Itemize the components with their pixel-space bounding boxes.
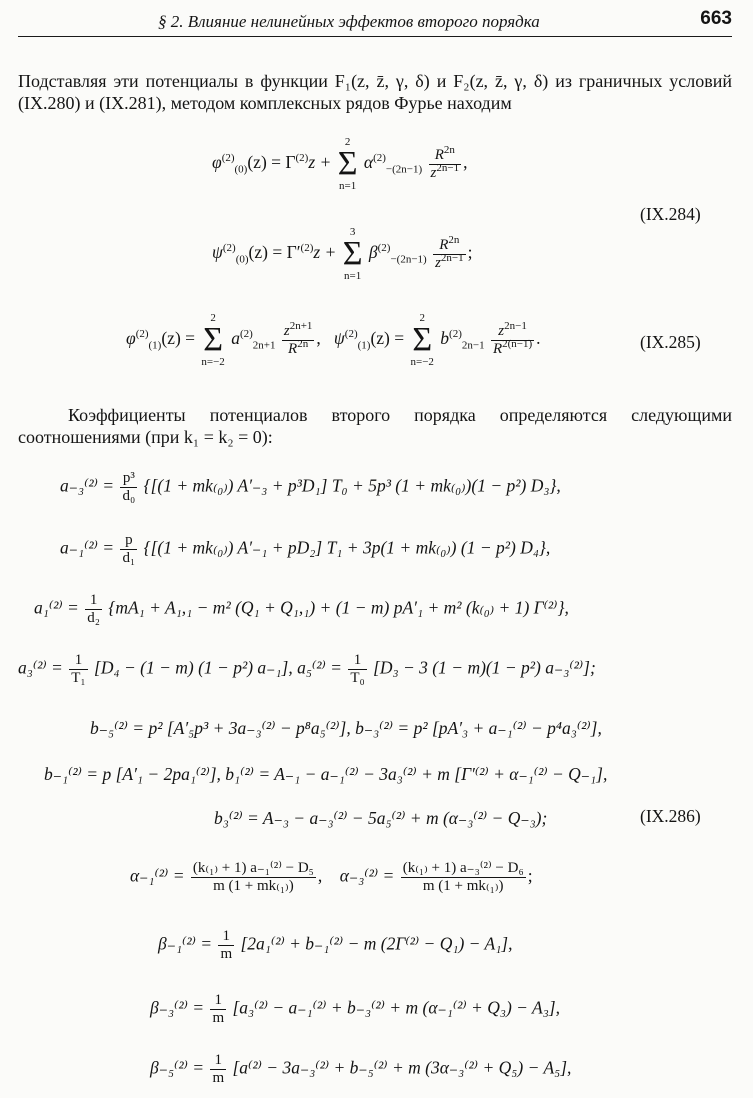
summation-sign: 2 Σ n=−2 (410, 312, 434, 368)
fraction: $\frac{1}{m}$ (212, 1052, 225, 1086)
fraction: $\frac{\text{(k₍₁₎ + 1) a₋₁⁽²⁾ − D₅}}{\text{m (1 + mk₍₁₎)}}$ (192, 860, 314, 894)
fraction: $\frac{\text{p³}}{\text{d₀}}$ (122, 470, 136, 504)
equation-beta-minus5: β₋₅⁽²⁾ = $\frac{1}{m}$ [a⁽²⁾ − 3a₋₃⁽²⁾ + b₋₅⁽²⁾ + m (3α₋₃⁽²⁾ + Q₅) − A₅], (150, 1052, 572, 1086)
equation-alpha: α₋₁⁽²⁾ = $\frac{\text{(k₍₁₎ + 1) a₋₁⁽²⁾ − D₅}}{\text{m (1 + mk₍₁₎)}}$ , α₋₃⁽²⁾ = $\frac{\text{(k₍₁₎ + 1) a₋₃⁽²⁾ − D₆}}{\text{m (1 + mk₍₁₎)}}$ ; (130, 860, 533, 894)
fraction: $\frac{R^{2n}}{z^{2n-1}}$ (435, 233, 464, 271)
summation-sign: 2 Σ n=−2 (201, 312, 225, 368)
fraction: $\frac{1}{\text{T₁}}$ (71, 652, 86, 686)
equation-b-minus5-b-minus3: b₋₅⁽²⁾ = p² [A′₅p³ + 3a₋₃⁽²⁾ − p⁸a₅⁽²⁾], b₋₃⁽²⁾ = p² [pA′₃ + a₋₁⁽²⁾ − p⁴a₃⁽²⁾], (90, 718, 602, 738)
equation-phi0: $\varphi^{(2)}_{(0)}(z) = \Gamma^{(2)}z$ + 2 Σ n=1 $\alpha^{(2)}_{-(2n-1)}$ $\frac{R^{2n}}{z^{2n-1}}$ , (212, 136, 468, 192)
fraction: $\frac{z^{2n-1}}{R^{2(n-1)}}$ (492, 319, 533, 357)
fraction: $\frac{R^{2n}}{z^{2n-1}}$ (430, 143, 460, 181)
equation-a3-a5: a₃⁽²⁾ = $\frac{1}{\text{T₁}}$ [D₄ − (1 − m) (1 − p²) a₋₁], a₅⁽²⁾ = $\frac{1}{\text{T₀}}$ [D₃ − 3 (1 − m)(1 − p²) a₋₃⁽²⁾]; (18, 652, 596, 686)
fraction: $\frac{z^{2n+1}}{R^{2n}}$ (283, 319, 313, 357)
paragraph-coefficients: Коэффициенты потенциалов второго порядка определяются следующими соотношениями (при k₁ = k₂ = 0): (18, 405, 732, 447)
equation-b3: b₃⁽²⁾ = A₋₃ − a₋₃⁽²⁾ − 5a₅⁽²⁾ + m (α₋₃⁽²⁾ − Q₋₃); (214, 808, 548, 828)
summation-sign: 3 Σ n=1 (342, 226, 363, 282)
equation-beta-minus1: β₋₁⁽²⁾ = $\frac{1}{m}$ [2a₁⁽²⁾ + b₋₁⁽²⁾ − m (2Γ⁽²⁾ − Q₁) − A₁], (158, 928, 513, 962)
fraction: $\frac{1}{m}$ (212, 992, 225, 1026)
equation-a-minus1: a₋₁⁽²⁾ = $\frac{p}{\text{d₁}}$ {[(1 + mk₍₀₎) A′₋₁ + pD₂] T₁ + 3p(1 + mk₍₀₎) (1 − p²) D₄}, (60, 532, 551, 566)
equation-number-285: (IX.285) (640, 332, 701, 352)
equation-number-284: (IX.284) (640, 204, 701, 224)
running-title: § 2. Влияние нелинейных эффектов второго порядка (158, 12, 540, 31)
equation-number-286: (IX.286) (640, 806, 701, 826)
page-header (18, 6, 732, 37)
equation-b-minus1-b1: b₋₁⁽²⁾ = p [A′₁ − 2pa₁⁽²⁾], b₁⁽²⁾ = A₋₁ − a₋₁⁽²⁾ − 3a₃⁽²⁾ + m [Γ′⁽²⁾ + α₋₁⁽²⁾ − Q₋₁], (44, 764, 608, 784)
equation-psi0: $\psi^{(2)}_{(0)}(z) = \Gamma'^{(2)}z$ + 3 Σ n=1 $\beta^{(2)}_{-(2n-1)}$ $\frac{R^{2n}}{z^{2n-1}}$ ; (212, 226, 473, 282)
equation-beta-minus3: β₋₃⁽²⁾ = $\frac{1}{m}$ [a₃⁽²⁾ − a₋₁⁽²⁾ + b₋₃⁽²⁾ + m (α₋₁⁽²⁾ + Q₃) − A₃], (150, 992, 560, 1026)
summation-sign: 2 Σ n=1 (337, 136, 358, 192)
equation-phi1-psi1: $\varphi^{(2)}_{(1)}(z)$ = 2 Σ n=−2 $a^{(2)}_{2n+1}$ $\frac{z^{2n+1}}{R^{2n}}$ , $\psi^{(2)}_{(1)}(z)$ = 2 Σ n=−2 $b^{(2)}_{2n-1}$ $\frac{z^{2n-1}}{R^{2(n-1)}}$ . (126, 312, 541, 368)
fraction: $\frac{1}{m}$ (220, 928, 233, 962)
fraction: $\frac{1}{\text{d₂}}$ (87, 592, 100, 626)
page-number: 663 (700, 8, 732, 29)
fraction: $\frac{\text{(k₍₁₎ + 1) a₋₃⁽²⁾ − D₆}}{\text{m (1 + mk₍₁₎)}}$ (402, 860, 524, 894)
fraction: $\frac{p}{\text{d₁}}$ (122, 532, 136, 566)
equation-a-minus3: a₋₃⁽²⁾ = $\frac{\text{p³}}{\text{d₀}}$ {[(1 + mk₍₀₎) A′₋₃ + p³D₁] T₀ + 5p³ (1 + mk₍₀₎)(1 − p²) D₃}, (60, 470, 561, 504)
fraction: $\frac{1}{\text{T₀}}$ (350, 652, 365, 686)
paragraph-intro: Подставляя эти потенциалы в функции F₁(z, z̄, γ, δ) и F₂(z, z̄, γ, δ) из граничных условий (IX.280) и (IX.281), методом комплексных рядов Фурье находим (18, 71, 732, 113)
equation-a1: a₁⁽²⁾ = $\frac{1}{\text{d₂}}$ {mA₁ + A₁,₁ − m² (Q₁ + Q₁,₁) + (1 − m) pA′₁ + m² (k₍₀₎ + 1) Γ⁽²⁾}, (34, 592, 569, 626)
